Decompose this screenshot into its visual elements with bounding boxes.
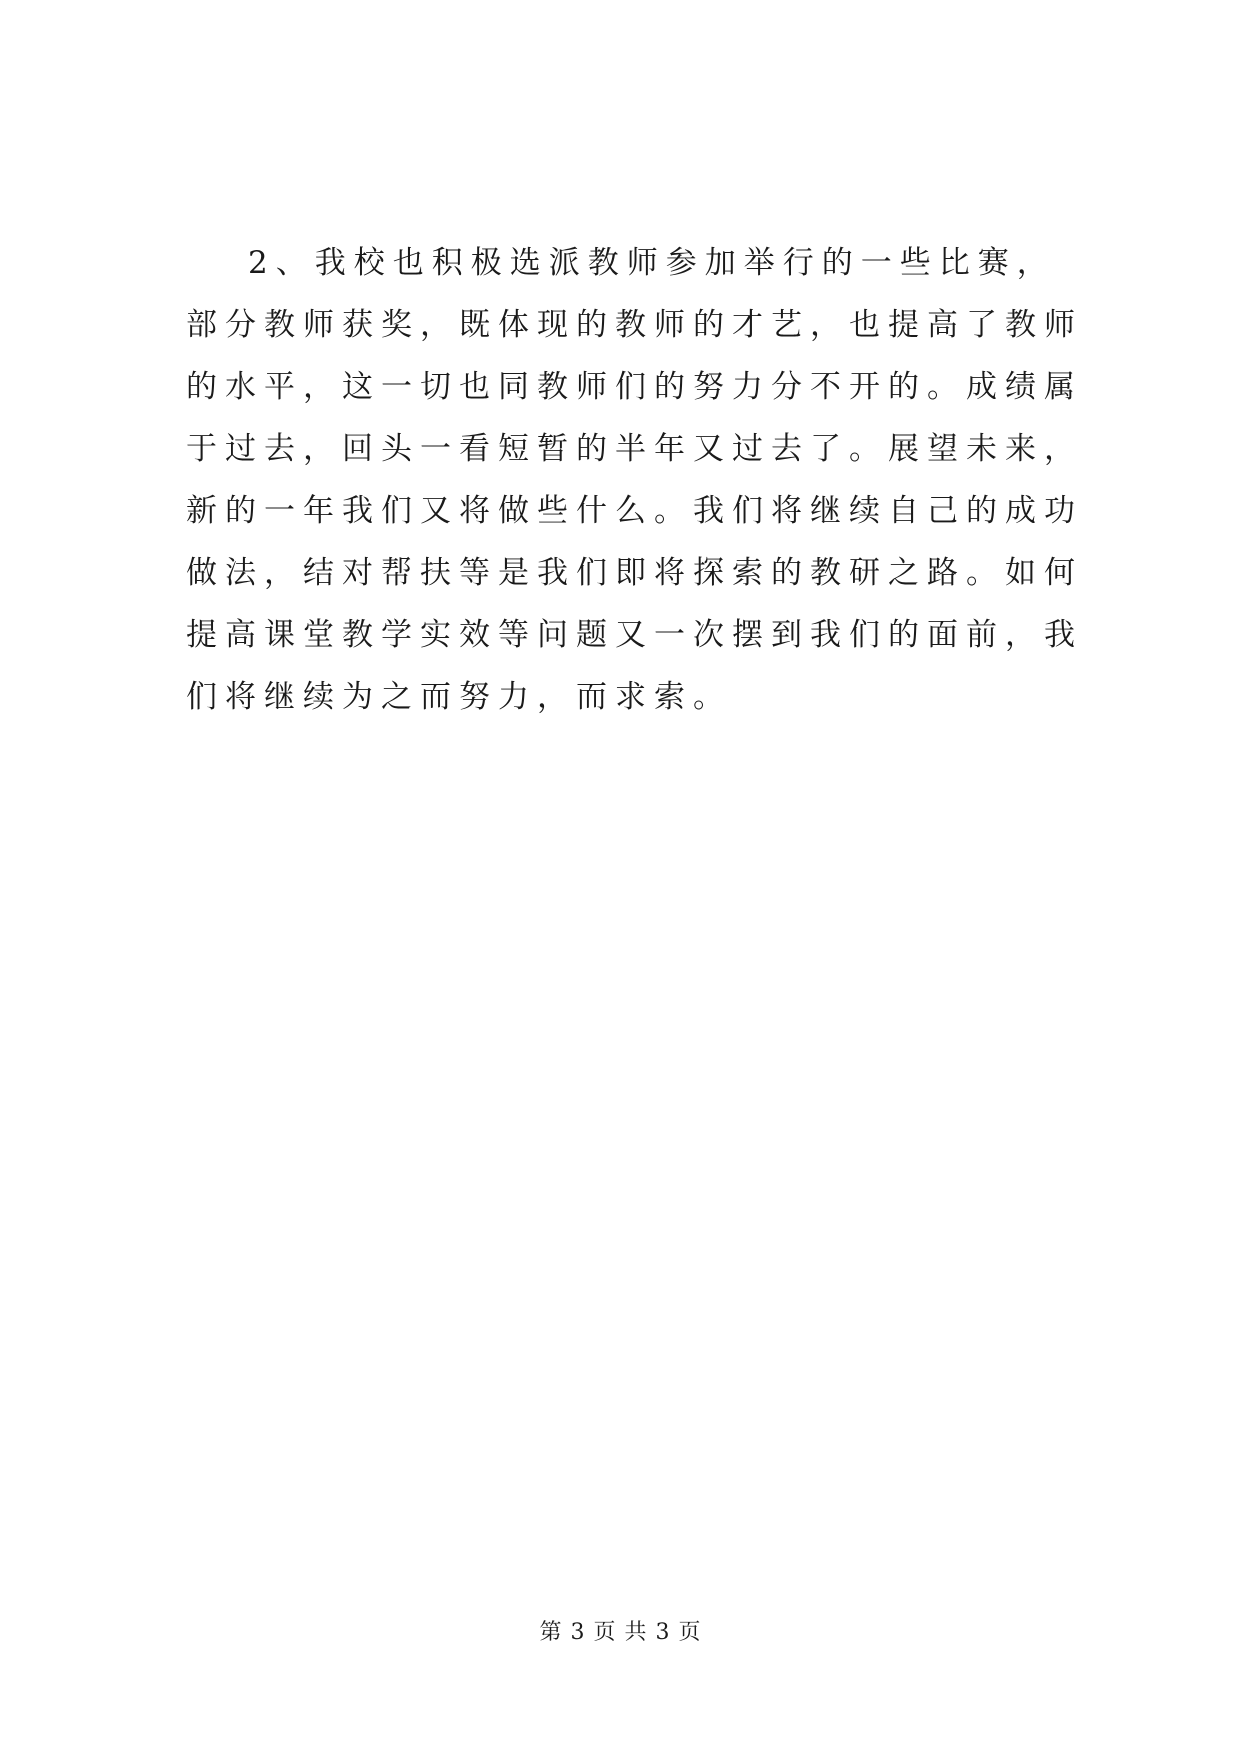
body-paragraph: 2、我校也积极选派教师参加举行的一些比赛，部分教师获奖，既体现的教师的才艺，也提高了教师的水平，这一切也同教师们的努力分不开的。成绩属于过去，回头一看短暂的半年又过去了。展望未来，新的一年我们又将做些什么。我们将继续自己的成功做法，结对帮扶等是我们即将探索的教研之路。如何提高课堂教学实效等问题又一次摆到我们的面前，我们将继续为之而努力，而求索。 [186,245,1083,715]
page-number-footer: 第 3 页 共 3 页 [539,1620,702,1645]
